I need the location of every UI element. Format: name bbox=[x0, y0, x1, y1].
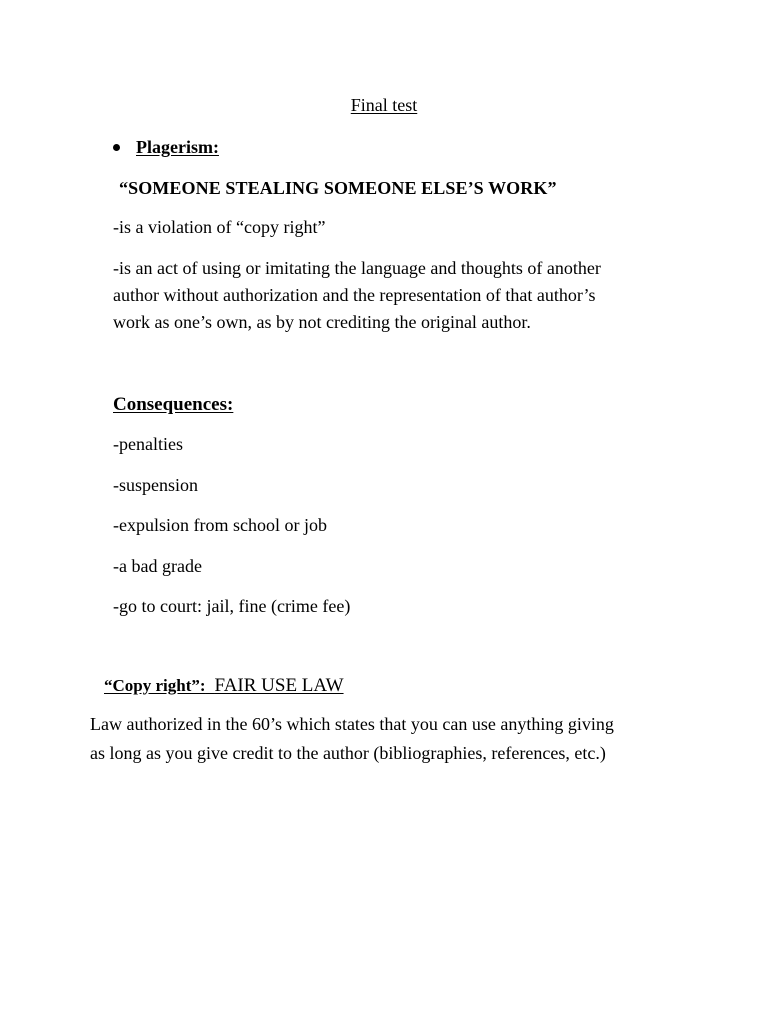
plagerism-quote: “SOMEONE STEALING SOMEONE ELSE’S WORK” bbox=[119, 178, 557, 198]
list-item: -go to court: jail, fine (crime fee) bbox=[113, 596, 351, 616]
bullet-dot-icon bbox=[113, 144, 120, 151]
violation-text: -is a violation of “copy right” bbox=[113, 217, 326, 237]
consequences-heading: Consequences: bbox=[113, 394, 234, 415]
copyright-heading-quoted: “Copy right”: bbox=[104, 676, 206, 695]
copyright-heading-law: FAIR USE LAW bbox=[214, 675, 344, 696]
plagerism-heading: Plagerism: bbox=[136, 137, 219, 157]
consequences-list bbox=[113, 435, 350, 638]
law-line: as long as you give credit to the author (bibliographies, references, etc.) bbox=[90, 743, 606, 763]
definition-line: author without authorization and the representation of that author’s bbox=[113, 285, 596, 305]
definition-line: work as one’s own, as by not crediting the original author. bbox=[113, 312, 531, 332]
definition-line: -is an act of using or imitating the language and thoughts of another bbox=[113, 258, 601, 278]
page-title: Final test bbox=[350, 95, 418, 115]
definition-paragraph bbox=[113, 259, 601, 340]
law-line: Law authorized in the 60’s which states that you can use anything giving bbox=[90, 714, 614, 734]
list-item: -expulsion from school or job bbox=[113, 515, 327, 535]
list-item: -suspension bbox=[113, 474, 198, 495]
list-item: -penalties bbox=[113, 434, 183, 454]
plagerism-bullet bbox=[113, 138, 219, 156]
law-paragraph bbox=[90, 715, 614, 773]
copyright-heading bbox=[104, 676, 344, 695]
list-item: -a bad grade bbox=[113, 555, 202, 576]
